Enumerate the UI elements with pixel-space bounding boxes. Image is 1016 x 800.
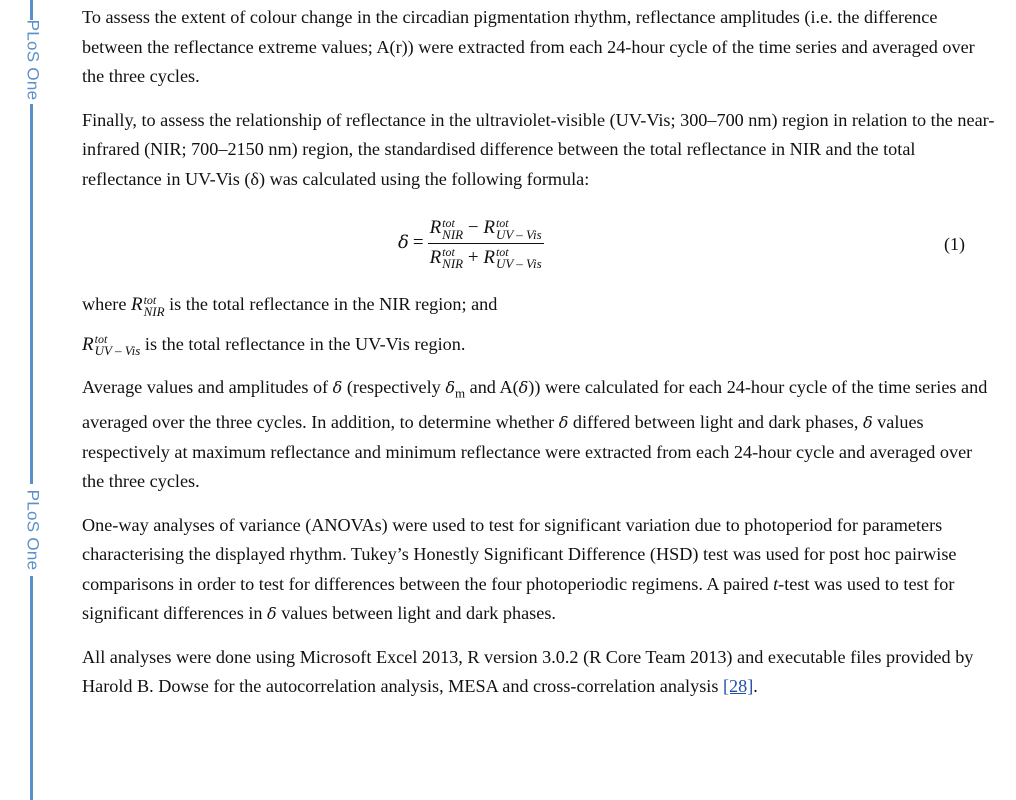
symbol-r-uvvis: R tot UV – Vis (82, 332, 141, 359)
equation-1 (82, 208, 997, 284)
sidebar-rule-middle (30, 104, 33, 484)
fraction-bar (428, 243, 544, 244)
equation-number: (1) (944, 234, 965, 254)
sidebar-journal-label-bottom: PLoS One (23, 489, 42, 571)
equation-expression (398, 216, 544, 270)
equation-denominator: R tot NIR + R tot UV – Vis (429, 245, 542, 272)
where-nir-definition: where R tot NIR is the total reflectance in the NIR region; and (82, 290, 997, 320)
equation-delta: δ (398, 232, 409, 254)
where-uvvis-definition: R tot UV – Vis is the total reflectance in the UV-Vis region. (82, 330, 997, 360)
reference-link-28[interactable]: [28] (722, 676, 754, 697)
sidebar-rule-top (30, 0, 33, 20)
paragraph-delta-averages: Average values and amplitudes of δ (respectively $\delta_m$ and A(δ)) were calculated for each 24-hour cycle of the time series and averaged over the three cycles. In addition, to determine whether δ differed between light and dark phases, δ values respectively at maximum reflectance and minimum reflectance were extracted from each 24-hour cycle and averaged over the three cycles. (82, 377, 988, 492)
sidebar-journal-label-top: PLoS One (23, 19, 42, 101)
equation-fraction (428, 216, 544, 270)
symbol-r-nir: R tot NIR (130, 292, 165, 319)
article-body (82, 3, 997, 716)
paragraph-standardised-difference: Finally, to assess the relationship of reflectance in the ultraviolet-visible (UV-Vis; 300–700 nm) region in relation to the near-infrared (NIR; 700–2150 nm) region, the standardised difference between the total reflectance in NIR and the total reflectance in UV-Vis (δ) was calculated using the following formula: (82, 109, 995, 189)
equation-equals: = (412, 232, 424, 254)
equation-numerator: R tot NIR − R tot UV – Vis (429, 215, 542, 242)
sidebar-rule-bottom (30, 576, 33, 800)
paragraph-software: All analyses were done using Microsoft Excel 2013, R version 3.0.2 (R Core Team 2013) and executable files provided by Harold B. Dowse for the autocorrelation analysis, MESA and cross-correlation analysis [28]. (82, 646, 974, 697)
paragraph-amplitude: To assess the extent of colour change in the circadian pigmentation rhythm, reflectance amplitudes (i.e. the difference between the reflectance extreme values; A(r)) were extracted from each 24-hour cycle of the time series and averaged over the three cycles. (82, 7, 975, 86)
paragraph-anova: One-way analyses of variance (ANOVAs) were used to test for significant variation due to photoperiod for parameters characterising the displayed rhythm. Tukey’s Honestly Significant Difference (HSD) test was used for post hoc pairwise comparisons in order to test for differences between the four photoperiodic regimens. A paired t-test was used to test for significant differences in δ values between light and dark phases. (82, 514, 957, 624)
